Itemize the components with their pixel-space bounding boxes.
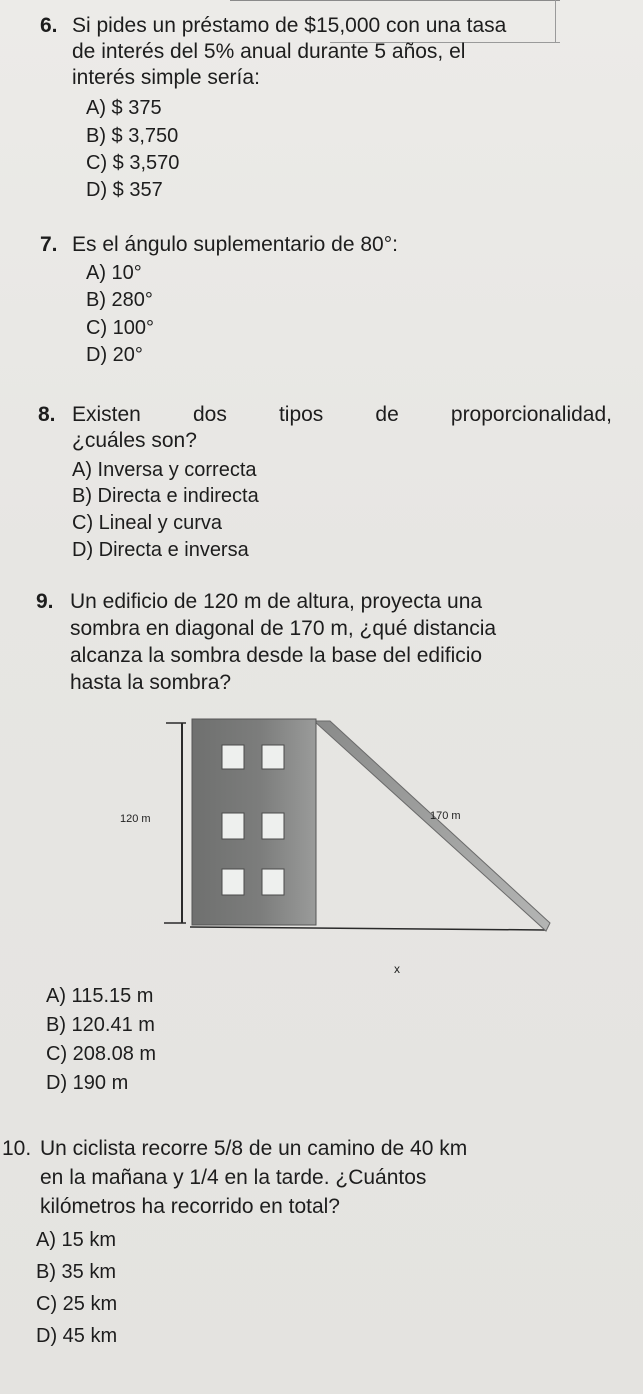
- question-number: 7.: [40, 233, 58, 256]
- answer-option[interactable]: B) $ 3,750: [86, 125, 179, 147]
- building-shadow-diagram: [0, 705, 643, 975]
- distance-label: x: [394, 962, 400, 975]
- answer-option[interactable]: C) 208.08 m: [46, 1043, 157, 1065]
- answer-option[interactable]: C) Lineal y curva: [72, 512, 223, 534]
- answer-option[interactable]: D) 45 km: [36, 1325, 118, 1347]
- question-line: interés simple sería:: [72, 66, 260, 89]
- answer-option[interactable]: B) 35 km: [36, 1261, 117, 1283]
- top-rule: [230, 0, 560, 1]
- question-number: 8.: [38, 403, 56, 426]
- answer-option[interactable]: D) 190 m: [46, 1072, 129, 1094]
- question-number: 10.: [2, 1137, 32, 1160]
- answer-option[interactable]: B) Directa e indirecta: [72, 485, 259, 507]
- question-line: Existen dos tipos de proporcionalidad,: [72, 403, 612, 426]
- answer-option[interactable]: A) 115.15 m: [46, 985, 154, 1007]
- answer-option[interactable]: C) $ 3,570: [86, 152, 180, 174]
- question-line: sombra en diagonal de 170 m, ¿qué distancia: [70, 617, 497, 640]
- answer-option[interactable]: D) Directa e inversa: [72, 539, 249, 561]
- answer-option[interactable]: A) $ 375: [86, 97, 162, 119]
- answer-option[interactable]: B) 280°: [86, 289, 153, 311]
- shadow-hypotenuse: [314, 721, 550, 931]
- question-line: Un edificio de 120 m de altura, proyecta una: [70, 590, 483, 613]
- answer-option[interactable]: A) 15 km: [36, 1229, 117, 1251]
- height-label: 120 m: [120, 813, 151, 825]
- question-line: kilómetros ha recorrido en total?: [40, 1195, 340, 1218]
- question-line: alcanza la sombra desde la base del edificio: [70, 644, 483, 667]
- question-line: Es el ángulo suplementario de 80°:: [72, 233, 398, 256]
- question-line: Si pides un préstamo de $15,000 con una tasa: [72, 14, 507, 37]
- question-line: ¿cuáles son?: [72, 429, 197, 452]
- ground-line: [190, 927, 545, 930]
- question-number: 6.: [40, 14, 58, 37]
- answer-option[interactable]: C) 100°: [86, 317, 155, 339]
- building: [192, 719, 316, 925]
- answer-option[interactable]: A) 10°: [86, 262, 142, 284]
- answer-option[interactable]: C) 25 km: [36, 1293, 118, 1315]
- answer-option[interactable]: B) 120.41 m: [46, 1014, 155, 1036]
- question-line: Un ciclista recorre 5/8 de un camino de 40 km: [40, 1137, 468, 1160]
- question-line: hasta la sombra?: [70, 671, 232, 694]
- answer-option[interactable]: D) $ 357: [86, 179, 163, 201]
- answer-option[interactable]: A) Inversa y correcta: [72, 459, 257, 481]
- answer-option[interactable]: D) 20°: [86, 344, 143, 366]
- hypotenuse-label: 170 m: [430, 810, 461, 822]
- question-number: 9.: [36, 590, 54, 613]
- question-line: en la mañana y 1/4 en la tarde. ¿Cuántos: [40, 1166, 427, 1189]
- question-line: de interés del 5% anual durante 5 años, el: [72, 40, 466, 63]
